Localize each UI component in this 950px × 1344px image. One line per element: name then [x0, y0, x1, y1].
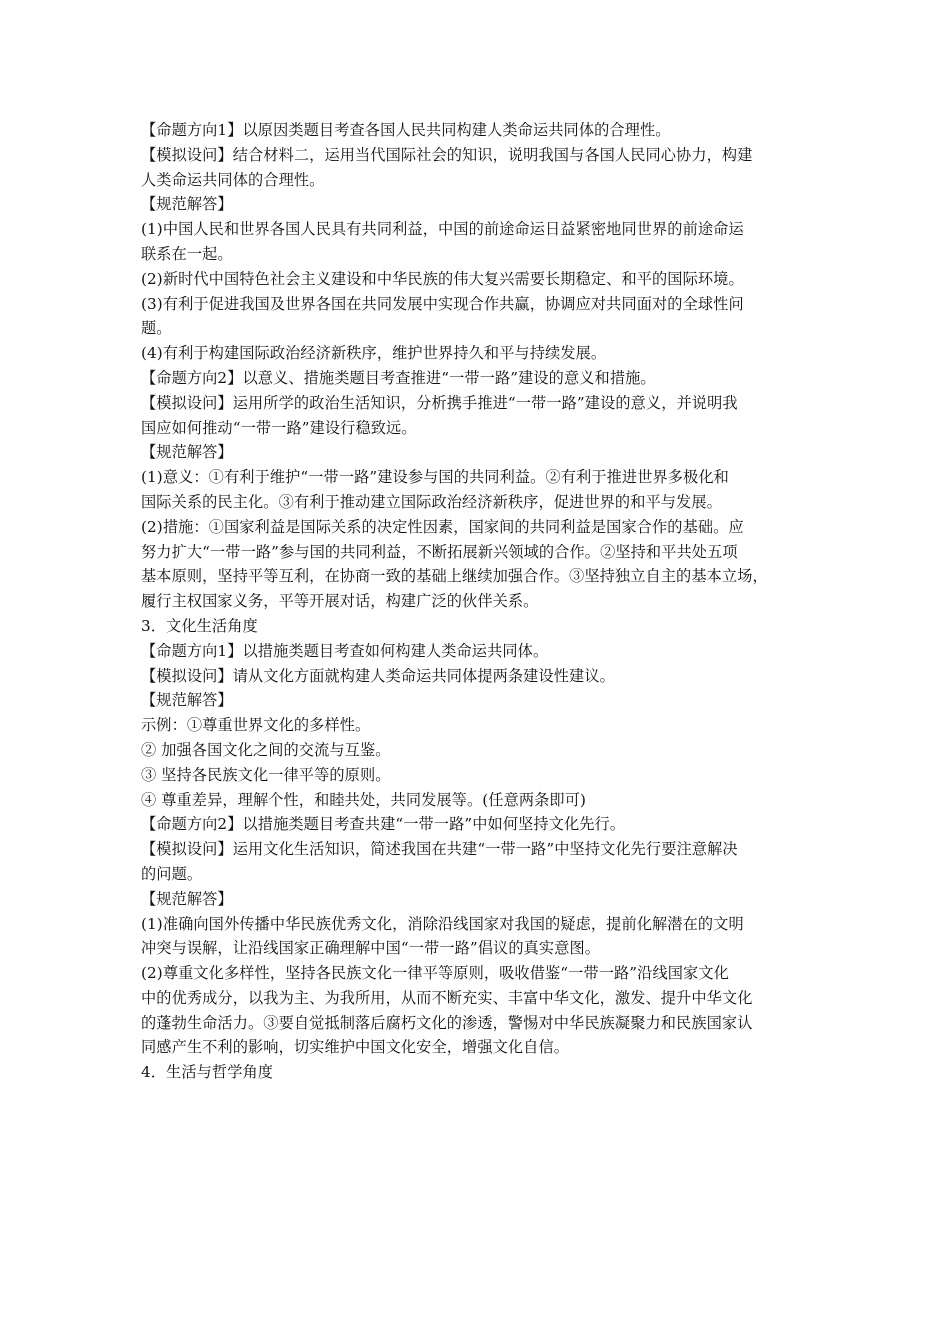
- text-line: ④ 尊重差异，理解个性，和睦共处，共同发展等。(任意两条即可): [141, 790, 587, 809]
- text-line: 【规范解答】: [141, 691, 233, 710]
- text-line: 【命题方向1】以原因类题目考查各国人民共同构建人类命运共同体的合理性。: [141, 121, 671, 139]
- text-line: 题。: [141, 319, 172, 338]
- text-line: 【模拟设问】结合材料二，运用当代国际社会的知识，说明我国与各国人民同心协力，构建: [141, 145, 753, 164]
- text-line: (3)有利于促进我国及世界各国在共同发展中实现合作共赢，协调应对共同面对的全球性问: [141, 294, 744, 313]
- text-line: (1)意义：①有利于维护“一带一路”建设参与国的共同利益。②有利于推进世界多极化和: [141, 468, 729, 487]
- text-line: (2)尊重文化多样性，坚持各民族文化一律平等原则，吸收借鉴“一带一路”沿线国家文化: [141, 964, 729, 983]
- text-line: (2)新时代中国特色社会主义建设和中华民族的伟大复兴需要长期稳定、和平的国际环境。: [141, 269, 744, 288]
- text-line: 国际关系的民主化。③有利于推动建立国际政治经济新秩序，促进世界的和平与发展。: [141, 492, 722, 511]
- document-body: [141, 118, 821, 1085]
- text-line: 【规范解答】: [141, 195, 233, 214]
- section-heading: 4．生活与哲学角度: [141, 1063, 274, 1082]
- text-line: 【命题方向2】以措施类题目考查共建“一带一路”中如何坚持文化先行。: [141, 815, 626, 834]
- text-line: 同感产生不利的影响，切实维护中国文化安全，增强文化自信。: [141, 1038, 570, 1057]
- text-line: 的问题。: [141, 864, 203, 883]
- text-line: ② 加强各国文化之间的交流与互鉴。: [141, 740, 391, 759]
- text-line: 努力扩大“一带一路”参与国的共同利益，不断拓展新兴领域的合作。②坚持和平共处五项: [141, 542, 738, 561]
- text-line: 冲突与误解，让沿线国家正确理解中国“一带一路”倡议的真实意图。: [141, 939, 601, 958]
- text-line: 示例：①尊重世界文化的多样性。: [141, 716, 371, 735]
- text-line: (1)中国人民和世界各国人民具有共同利益，中国的前途命运日益紧密地同世界的前途命运: [141, 220, 744, 239]
- text-line: 国应如何推动“一带一路”建设行稳致远。: [141, 418, 417, 437]
- text-line: 的蓬勃生命活力。③要自觉抵制落后腐朽文化的渗透，警惕对中华民族凝聚力和民族国家认: [141, 1013, 753, 1032]
- text-line: (4)有利于构建国际政治经济新秩序，维护世界持久和平与持续发展。: [141, 344, 607, 363]
- text-line: 中的优秀成分，以我为主、为我所用，从而不断充实、丰富中华文化，激发、提升中华文化: [141, 988, 753, 1007]
- text-line: 【模拟设问】运用文化生活知识，简述我国在共建“一带一路”中坚持文化先行要注意解决: [141, 840, 738, 859]
- text-line: (2)措施：①国家利益是国际关系的决定性因素，国家间的共同利益是国家合作的基础。应: [141, 517, 744, 536]
- text-line: 基本原则，坚持平等互利，在协商一致的基础上继续加强合作。③坚持独立自主的基本立场，: [141, 567, 768, 586]
- text-line: 人类命运共同体的合理性。: [141, 170, 325, 189]
- text-line: 【模拟设问】运用所学的政治生活知识，分析携手推进“一带一路”建设的意义，并说明我: [141, 393, 738, 412]
- text-line: 【命题方向1】以措施类题目考查如何构建人类命运共同体。: [141, 641, 549, 660]
- text-line: 【规范解答】: [141, 443, 233, 462]
- section-heading: 3．文化生活角度: [141, 616, 258, 635]
- text-line: 联系在一起。: [141, 244, 233, 263]
- text-line: ③ 坚持各民族文化一律平等的原则。: [141, 765, 391, 784]
- text-line: (1)准确向国外传播中华民族优秀文化，消除沿线国家对我国的疑虑，提前化解潜在的文明: [141, 914, 744, 933]
- text-line: 【规范解答】: [141, 889, 233, 908]
- text-line: 【模拟设问】请从文化方面就构建人类命运共同体提两条建设性建议。: [141, 666, 615, 685]
- text-line: 履行主权国家义务，平等开展对话，构建广泛的伙伴关系。: [141, 592, 539, 611]
- text-line: 【命题方向2】以意义、措施类题目考查推进“一带一路”建设的意义和措施。: [141, 368, 656, 387]
